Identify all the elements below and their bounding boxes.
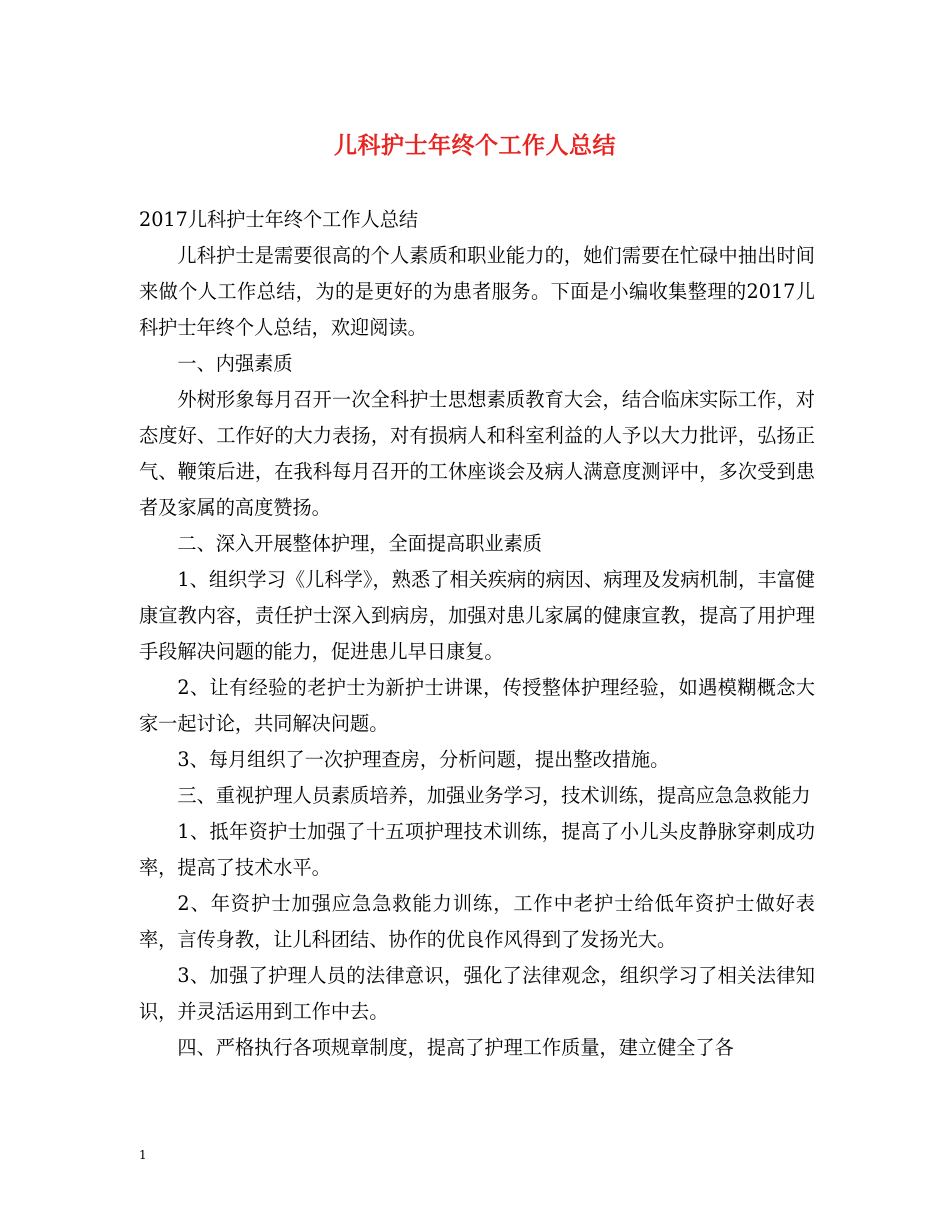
- section-1-paragraph: 外树形象每月召开一次全科护士思想素质教育大会，结合临床实际工作，对态度好、工作好的大力表扬，对有损病人和科室利益的人予以大力批评，弘扬正气、鞭策后进，在我科每月召开的工休座谈会及病人满意度测评中，多次受到患者及家属的高度赞扬。: [139, 388, 815, 519]
- section-3-item-2: 2、年资护士加强应急急救能力训练，工作中老护士给低年资护士做好表率，言传身教，让儿科团结、协作的优良作风得到了发扬光大。: [139, 892, 815, 951]
- section-2-item-3: 3、每月组织了一次护理查房，分析问题，提出整改措施。: [177, 748, 670, 771]
- section-heading-1: 一、内强素质: [177, 352, 293, 375]
- intro-paragraph: 儿科护士是需要很高的个人素质和职业能力的，她们需要在忙碌中抽出时间来做个人工作总结，为的是更好的为患者服务。下面是小编收集整理的2017儿科护士年终个人总结，欢迎阅读。: [139, 244, 815, 339]
- section-3-item-1: 1、抵年资护士加强了十五项护理技术训练，提高了小儿头皮静脉穿刺成功率，提高了技术水平。: [139, 820, 815, 879]
- section-heading-2: 二、深入开展整体护理，全面提高职业素质: [177, 532, 542, 555]
- section-2-item-2: 2、让有经验的老护士为新护士讲课，传授整体护理经验，如遇模糊概念大家一起讨论，共同解决问题。: [139, 676, 815, 735]
- document-body: [139, 202, 815, 1066]
- section-heading-3: 三、重视护理人员素质培养，加强业务学习，技术训练，提高应急急救能力: [177, 784, 811, 807]
- section-3-item-3: 3、加强了护理人员的法律意识，强化了法律观念，组织学习了相关法律知识，并灵活运用到工作中去。: [139, 964, 815, 1023]
- page-number: 1: [139, 1148, 147, 1162]
- section-2-item-1: 1、组织学习《儿科学》，熟悉了相关疾病的病因、病理及发病机制，丰富健康宣教内容，责任护士深入到病房，加强对患儿家属的健康宣教，提高了用护理手段解决问题的能力，促进患儿早日康复。: [139, 568, 815, 663]
- section-heading-4: 四、严格执行各项规章制度，提高了护理工作质量，建立健全了各: [177, 1036, 734, 1059]
- document-title: 儿科护士年终个工作人总结: [334, 132, 616, 159]
- subtitle-line: 2017儿科护士年终个工作人总结: [139, 208, 419, 231]
